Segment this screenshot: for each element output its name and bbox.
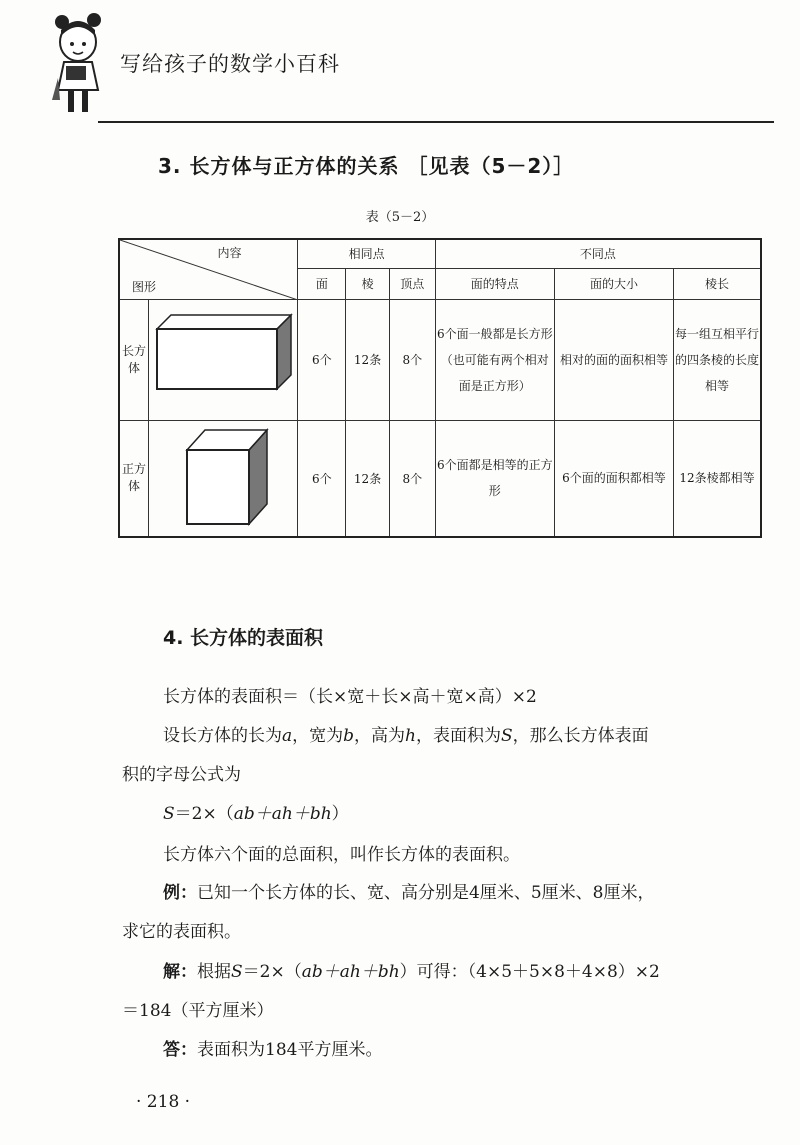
letter-formula: S＝2×（ab＋ah＋bh） bbox=[163, 804, 349, 824]
header-title: 写给孩子的数学小百科 bbox=[120, 52, 340, 76]
col-header-face-feature: 面的特点 bbox=[435, 268, 554, 299]
col-header-edge-length: 棱长 bbox=[674, 268, 761, 299]
section-4-heading: 4. 长方体的表面积 bbox=[163, 627, 324, 649]
cube-vertices: 8个 bbox=[389, 420, 435, 537]
cube-figure-cell bbox=[149, 420, 298, 537]
table-caption: 表（5－2） bbox=[365, 210, 435, 225]
header-mascot-illustration bbox=[44, 8, 124, 118]
header-corner-cell bbox=[119, 239, 298, 299]
corner-label-content: 内容 bbox=[217, 246, 242, 260]
setup-paragraph-line2: 积的字母公式为 bbox=[122, 765, 241, 785]
answer-line: 答：表面积为184平方厘米。 bbox=[163, 1040, 383, 1060]
example-line2: 求它的表面积。 bbox=[122, 922, 241, 942]
comparison-table bbox=[118, 238, 762, 538]
header-divider bbox=[98, 121, 774, 123]
solution-line1: 解：根据S＝2×（ab＋ah＋bh）可得：（4×5＋5×8＋4×8）×2 bbox=[163, 962, 660, 982]
cuboid-edge-length: 每一组互相平行的四条棱的长度相等 bbox=[674, 299, 761, 420]
example-line1: 例：已知一个长方体的长、宽、高分别是4厘米、5厘米、8厘米， bbox=[163, 883, 655, 903]
formula-in-words: 长方体的表面积＝（长×宽＋长×高＋宽×高）×2 bbox=[163, 687, 537, 707]
cuboid-vertices: 8个 bbox=[389, 299, 435, 420]
cuboid-figure-cell bbox=[149, 299, 298, 420]
col-header-vertices: 顶点 bbox=[389, 268, 435, 299]
table-row bbox=[119, 420, 761, 537]
cuboid-faces: 6个 bbox=[298, 299, 346, 420]
table-row bbox=[119, 299, 761, 420]
corner-label-shape: 图形 bbox=[132, 279, 157, 294]
cube-edges: 12条 bbox=[346, 420, 390, 537]
cuboid-face-size: 相对的面的面积相等 bbox=[554, 299, 673, 420]
cube-face-feature: 6个面都是相等的正方形 bbox=[435, 420, 554, 537]
row-label-cuboid: 长方体 bbox=[119, 299, 149, 420]
setup-paragraph-line1: 设长方体的长为a，宽为b，高为h，表面积为S，那么长方体表面 bbox=[163, 726, 649, 746]
cuboid-figure bbox=[149, 303, 297, 413]
section-3-heading: 3. 长方体与正方体的关系 ［见表（5－2）］ bbox=[158, 154, 575, 178]
group-header-same: 相同点 bbox=[298, 239, 435, 268]
group-header-diff: 不同点 bbox=[435, 239, 761, 268]
page-number: · 218 · bbox=[136, 1092, 191, 1112]
solution-line2: ＝184（平方厘米） bbox=[122, 1001, 274, 1021]
row-label-cube: 正方体 bbox=[119, 420, 149, 537]
cube-faces: 6个 bbox=[298, 420, 346, 537]
cuboid-face-feature: 6个面一般都是长方形（也可能有两个相对面是正方形） bbox=[435, 299, 554, 420]
cube-edge-length: 12条棱都相等 bbox=[674, 420, 761, 537]
col-header-face-size: 面的大小 bbox=[554, 268, 673, 299]
cube-figure bbox=[149, 422, 297, 532]
cube-face-size: 6个面的面积都相等 bbox=[554, 420, 673, 537]
definition-text: 长方体六个面的总面积，叫作长方体的表面积。 bbox=[163, 845, 520, 865]
col-header-edges: 棱 bbox=[346, 268, 390, 299]
cuboid-edges: 12条 bbox=[346, 299, 390, 420]
col-header-faces: 面 bbox=[298, 268, 346, 299]
